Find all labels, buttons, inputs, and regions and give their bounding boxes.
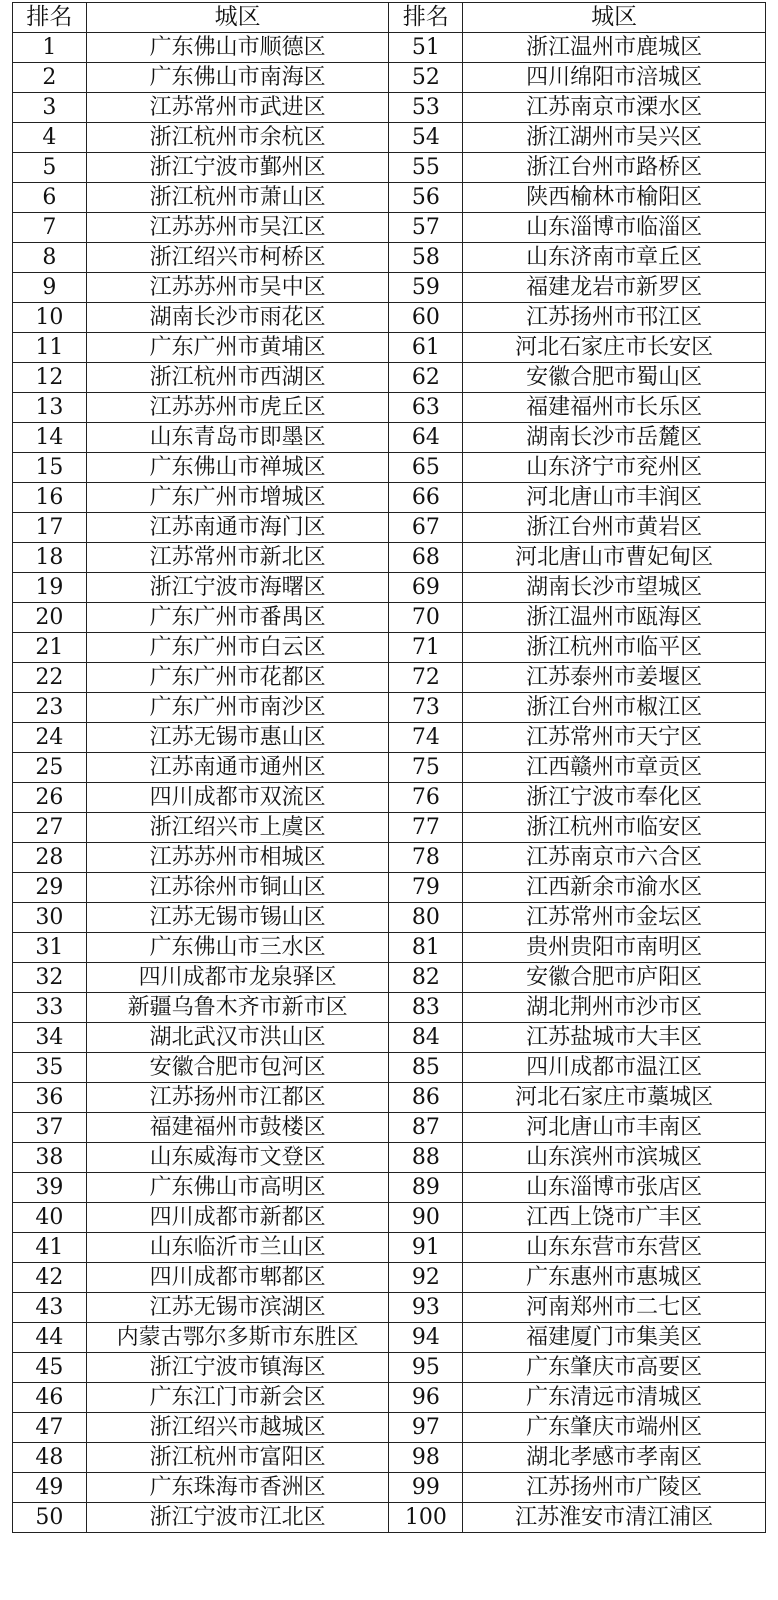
- rank-right-cell: 93: [389, 1293, 463, 1323]
- district-right-cell: 浙江杭州市临安区: [463, 813, 766, 843]
- rank-right-cell: 83: [389, 993, 463, 1023]
- district-left-cell: 广东佛山市南海区: [86, 63, 389, 93]
- district-right-cell: 浙江台州市路桥区: [463, 153, 766, 183]
- rank-left-cell: 9: [13, 273, 87, 303]
- rank-left-cell: 16: [13, 483, 87, 513]
- rank-right-cell: 58: [389, 243, 463, 273]
- district-left-cell: 广东广州市南沙区: [86, 693, 389, 723]
- rank-left-cell: 20: [13, 603, 87, 633]
- table-row: [13, 573, 766, 603]
- district-left-cell: 浙江绍兴市柯桥区: [86, 243, 389, 273]
- rank-left-cell: 35: [13, 1053, 87, 1083]
- rank-left-cell: 12: [13, 363, 87, 393]
- district-left-cell: 浙江杭州市西湖区: [86, 363, 389, 393]
- district-right-cell: 山东济南市章丘区: [463, 243, 766, 273]
- rank-left-cell: 5: [13, 153, 87, 183]
- district-right-cell: 山东淄博市张店区: [463, 1173, 766, 1203]
- district-left-cell: 江苏无锡市锡山区: [86, 903, 389, 933]
- district-right-cell: 江西赣州市章贡区: [463, 753, 766, 783]
- table-row: [13, 1503, 766, 1533]
- table-row: [13, 843, 766, 873]
- district-right-cell: 江西上饶市广丰区: [463, 1203, 766, 1233]
- district-left-cell: 浙江宁波市鄞州区: [86, 153, 389, 183]
- district-left-cell: 广东佛山市顺德区: [86, 33, 389, 63]
- district-right-cell: 河北唐山市丰润区: [463, 483, 766, 513]
- table-row: [13, 1413, 766, 1443]
- rank-left-cell: 8: [13, 243, 87, 273]
- table-row: [13, 153, 766, 183]
- table-row: [13, 453, 766, 483]
- table-header-row: [13, 3, 766, 33]
- rank-left-cell: 17: [13, 513, 87, 543]
- district-right-cell: 福建福州市长乐区: [463, 393, 766, 423]
- district-right-cell: 河北石家庄市长安区: [463, 333, 766, 363]
- rank-right-cell: 99: [389, 1473, 463, 1503]
- rank-right-cell: 66: [389, 483, 463, 513]
- table-row: [13, 1233, 766, 1263]
- district-right-cell: 河北唐山市曹妃甸区: [463, 543, 766, 573]
- rank-right-cell: 69: [389, 573, 463, 603]
- district-left-cell: 江苏苏州市相城区: [86, 843, 389, 873]
- rank-left-cell: 41: [13, 1233, 87, 1263]
- district-left-cell: 福建福州市鼓楼区: [86, 1113, 389, 1143]
- table-row: [13, 753, 766, 783]
- district-left-cell: 江苏无锡市滨湖区: [86, 1293, 389, 1323]
- district-right-cell: 安徽合肥市庐阳区: [463, 963, 766, 993]
- district-left-cell: 山东威海市文登区: [86, 1143, 389, 1173]
- rank-right-cell: 73: [389, 693, 463, 723]
- table-row: [13, 33, 766, 63]
- district-left-cell: 江苏苏州市吴江区: [86, 213, 389, 243]
- district-left-cell: 广东佛山市禅城区: [86, 453, 389, 483]
- table-row: [13, 1293, 766, 1323]
- district-right-cell: 山东滨州市滨城区: [463, 1143, 766, 1173]
- table-row: [13, 1053, 766, 1083]
- table-row: [13, 1083, 766, 1113]
- district-right-cell: 陕西榆林市榆阳区: [463, 183, 766, 213]
- table-row: [13, 543, 766, 573]
- table-row: [13, 1143, 766, 1173]
- district-left-cell: 四川成都市新都区: [86, 1203, 389, 1233]
- district-left-cell: 广东佛山市高明区: [86, 1173, 389, 1203]
- rank-right-cell: 55: [389, 153, 463, 183]
- district-left-cell: 浙江杭州市富阳区: [86, 1443, 389, 1473]
- district-right-cell: 四川成都市温江区: [463, 1053, 766, 1083]
- table-row: [13, 363, 766, 393]
- district-right-cell: 广东肇庆市端州区: [463, 1413, 766, 1443]
- district-right-cell: 河北石家庄市藁城区: [463, 1083, 766, 1113]
- rank-left-cell: 27: [13, 813, 87, 843]
- district-right-cell: 浙江台州市黄岩区: [463, 513, 766, 543]
- rank-left-cell: 1: [13, 33, 87, 63]
- district-right-cell: 广东肇庆市高要区: [463, 1353, 766, 1383]
- rank-left-cell: 19: [13, 573, 87, 603]
- header-district-right: 城区: [463, 3, 766, 33]
- district-left-cell: 浙江杭州市余杭区: [86, 123, 389, 153]
- rank-right-cell: 81: [389, 933, 463, 963]
- rank-left-cell: 22: [13, 663, 87, 693]
- table-row: [13, 1173, 766, 1203]
- rank-right-cell: 97: [389, 1413, 463, 1443]
- rank-right-cell: 95: [389, 1353, 463, 1383]
- district-right-cell: 浙江台州市椒江区: [463, 693, 766, 723]
- rank-right-cell: 100: [389, 1503, 463, 1533]
- district-left-cell: 广东广州市花都区: [86, 663, 389, 693]
- district-right-cell: 浙江温州市鹿城区: [463, 33, 766, 63]
- rank-right-cell: 85: [389, 1053, 463, 1083]
- district-right-cell: 江苏南京市六合区: [463, 843, 766, 873]
- rank-right-cell: 72: [389, 663, 463, 693]
- district-left-cell: 内蒙古鄂尔多斯市东胜区: [86, 1323, 389, 1353]
- rank-right-cell: 91: [389, 1233, 463, 1263]
- district-right-cell: 福建厦门市集美区: [463, 1323, 766, 1353]
- district-left-cell: 浙江杭州市萧山区: [86, 183, 389, 213]
- district-left-cell: 江苏南通市通州区: [86, 753, 389, 783]
- rank-right-cell: 84: [389, 1023, 463, 1053]
- rank-left-cell: 40: [13, 1203, 87, 1233]
- rank-right-cell: 54: [389, 123, 463, 153]
- table-row: [13, 963, 766, 993]
- table-row: [13, 1353, 766, 1383]
- district-left-cell: 浙江宁波市镇海区: [86, 1353, 389, 1383]
- table-row: [13, 903, 766, 933]
- district-left-cell: 浙江宁波市海曙区: [86, 573, 389, 603]
- district-left-cell: 四川成都市龙泉驿区: [86, 963, 389, 993]
- table-row: [13, 243, 766, 273]
- district-right-cell: 湖南长沙市望城区: [463, 573, 766, 603]
- rank-left-cell: 33: [13, 993, 87, 1023]
- rank-left-cell: 15: [13, 453, 87, 483]
- rank-left-cell: 18: [13, 543, 87, 573]
- rank-left-cell: 26: [13, 783, 87, 813]
- rank-left-cell: 13: [13, 393, 87, 423]
- table-row: [13, 1023, 766, 1053]
- rank-right-cell: 59: [389, 273, 463, 303]
- table-row: [13, 1473, 766, 1503]
- table-body: [13, 33, 766, 1533]
- rank-right-cell: 79: [389, 873, 463, 903]
- table-row: [13, 813, 766, 843]
- district-left-cell: 浙江绍兴市上虞区: [86, 813, 389, 843]
- rank-right-cell: 57: [389, 213, 463, 243]
- rank-right-cell: 76: [389, 783, 463, 813]
- rank-left-cell: 36: [13, 1083, 87, 1113]
- rank-left-cell: 37: [13, 1113, 87, 1143]
- district-left-cell: 广东广州市黄埔区: [86, 333, 389, 363]
- rank-right-cell: 51: [389, 33, 463, 63]
- district-left-cell: 江苏南通市海门区: [86, 513, 389, 543]
- district-left-cell: 江苏扬州市江都区: [86, 1083, 389, 1113]
- district-left-cell: 江苏苏州市吴中区: [86, 273, 389, 303]
- rank-left-cell: 25: [13, 753, 87, 783]
- rank-right-cell: 53: [389, 93, 463, 123]
- district-left-cell: 江苏常州市新北区: [86, 543, 389, 573]
- district-right-cell: 贵州贵阳市南明区: [463, 933, 766, 963]
- table-row: [13, 1443, 766, 1473]
- rank-left-cell: 3: [13, 93, 87, 123]
- district-left-cell: 江苏常州市武进区: [86, 93, 389, 123]
- rank-left-cell: 48: [13, 1443, 87, 1473]
- district-left-cell: 广东广州市番禺区: [86, 603, 389, 633]
- rank-right-cell: 90: [389, 1203, 463, 1233]
- rank-left-cell: 46: [13, 1383, 87, 1413]
- rank-left-cell: 49: [13, 1473, 87, 1503]
- district-right-cell: 江苏扬州市邗江区: [463, 303, 766, 333]
- rank-right-cell: 87: [389, 1113, 463, 1143]
- district-right-cell: 广东清远市清城区: [463, 1383, 766, 1413]
- rank-left-cell: 45: [13, 1353, 87, 1383]
- table-row: [13, 303, 766, 333]
- district-left-cell: 山东青岛市即墨区: [86, 423, 389, 453]
- table-row: [13, 1383, 766, 1413]
- rank-right-cell: 80: [389, 903, 463, 933]
- district-left-cell: 四川成都市郫都区: [86, 1263, 389, 1293]
- table-row: [13, 483, 766, 513]
- district-right-cell: 安徽合肥市蜀山区: [463, 363, 766, 393]
- district-right-cell: 江苏常州市天宁区: [463, 723, 766, 753]
- table-row: [13, 783, 766, 813]
- rank-left-cell: 32: [13, 963, 87, 993]
- rank-right-cell: 61: [389, 333, 463, 363]
- table-row: [13, 1323, 766, 1353]
- district-left-cell: 江苏无锡市惠山区: [86, 723, 389, 753]
- rank-left-cell: 21: [13, 633, 87, 663]
- district-right-cell: 江苏盐城市大丰区: [463, 1023, 766, 1053]
- rank-right-cell: 65: [389, 453, 463, 483]
- table-row: [13, 873, 766, 903]
- table-row: [13, 633, 766, 663]
- rank-right-cell: 82: [389, 963, 463, 993]
- district-right-cell: 浙江宁波市奉化区: [463, 783, 766, 813]
- rank-left-cell: 23: [13, 693, 87, 723]
- district-right-cell: 浙江温州市瓯海区: [463, 603, 766, 633]
- district-left-cell: 江苏徐州市铜山区: [86, 873, 389, 903]
- district-left-cell: 湖北武汉市洪山区: [86, 1023, 389, 1053]
- table-row: [13, 1203, 766, 1233]
- district-left-cell: 浙江绍兴市越城区: [86, 1413, 389, 1443]
- district-left-cell: 广东广州市增城区: [86, 483, 389, 513]
- rank-right-cell: 86: [389, 1083, 463, 1113]
- rank-left-cell: 38: [13, 1143, 87, 1173]
- district-right-cell: 福建龙岩市新罗区: [463, 273, 766, 303]
- district-right-cell: 四川绵阳市涪城区: [463, 63, 766, 93]
- rank-right-cell: 70: [389, 603, 463, 633]
- rank-left-cell: 50: [13, 1503, 87, 1533]
- table-row: [13, 423, 766, 453]
- table-row: [13, 123, 766, 153]
- rank-left-cell: 4: [13, 123, 87, 153]
- rank-left-cell: 43: [13, 1293, 87, 1323]
- rank-right-cell: 74: [389, 723, 463, 753]
- rank-right-cell: 98: [389, 1443, 463, 1473]
- header-rank-right: 排名: [389, 3, 463, 33]
- district-right-cell: 江苏常州市金坛区: [463, 903, 766, 933]
- district-right-cell: 江苏淮安市清江浦区: [463, 1503, 766, 1533]
- district-right-cell: 河南郑州市二七区: [463, 1293, 766, 1323]
- district-left-cell: 江苏苏州市虎丘区: [86, 393, 389, 423]
- rank-right-cell: 75: [389, 753, 463, 783]
- table-row: [13, 273, 766, 303]
- district-right-cell: 湖北荆州市沙市区: [463, 993, 766, 1023]
- rank-left-cell: 42: [13, 1263, 87, 1293]
- district-left-cell: 安徽合肥市包河区: [86, 1053, 389, 1083]
- table-row: [13, 393, 766, 423]
- table-row: [13, 693, 766, 723]
- header-district-left: 城区: [86, 3, 389, 33]
- rank-right-cell: 89: [389, 1173, 463, 1203]
- rank-left-cell: 34: [13, 1023, 87, 1053]
- table-row: [13, 183, 766, 213]
- district-right-cell: 江苏扬州市广陵区: [463, 1473, 766, 1503]
- district-right-cell: 江苏泰州市姜堰区: [463, 663, 766, 693]
- district-left-cell: 广东广州市白云区: [86, 633, 389, 663]
- district-left-cell: 四川成都市双流区: [86, 783, 389, 813]
- district-right-cell: 广东惠州市惠城区: [463, 1263, 766, 1293]
- district-left-cell: 新疆乌鲁木齐市新市区: [86, 993, 389, 1023]
- rank-right-cell: 71: [389, 633, 463, 663]
- district-right-cell: 浙江杭州市临平区: [463, 633, 766, 663]
- rank-right-cell: 62: [389, 363, 463, 393]
- district-right-cell: 江苏南京市溧水区: [463, 93, 766, 123]
- rank-left-cell: 6: [13, 183, 87, 213]
- ranking-table: [12, 2, 766, 1533]
- district-left-cell: 广东佛山市三水区: [86, 933, 389, 963]
- district-left-cell: 山东临沂市兰山区: [86, 1233, 389, 1263]
- district-left-cell: 广东珠海市香洲区: [86, 1473, 389, 1503]
- rank-left-cell: 47: [13, 1413, 87, 1443]
- table-row: [13, 93, 766, 123]
- rank-right-cell: 78: [389, 843, 463, 873]
- rank-left-cell: 30: [13, 903, 87, 933]
- rank-right-cell: 56: [389, 183, 463, 213]
- rank-right-cell: 88: [389, 1143, 463, 1173]
- district-right-cell: 山东济宁市兖州区: [463, 453, 766, 483]
- district-right-cell: 湖北孝感市孝南区: [463, 1443, 766, 1473]
- rank-left-cell: 28: [13, 843, 87, 873]
- district-right-cell: 江西新余市渝水区: [463, 873, 766, 903]
- rank-left-cell: 31: [13, 933, 87, 963]
- rank-left-cell: 44: [13, 1323, 87, 1353]
- table-row: [13, 933, 766, 963]
- district-right-cell: 浙江湖州市吴兴区: [463, 123, 766, 153]
- table-row: [13, 213, 766, 243]
- rank-left-cell: 2: [13, 63, 87, 93]
- table-row: [13, 663, 766, 693]
- rank-right-cell: 63: [389, 393, 463, 423]
- table-row: [13, 1263, 766, 1293]
- rank-right-cell: 68: [389, 543, 463, 573]
- rank-right-cell: 92: [389, 1263, 463, 1293]
- table-row: [13, 63, 766, 93]
- rank-left-cell: 10: [13, 303, 87, 333]
- rank-left-cell: 11: [13, 333, 87, 363]
- district-right-cell: 湖南长沙市岳麓区: [463, 423, 766, 453]
- rank-right-cell: 94: [389, 1323, 463, 1353]
- table-row: [13, 603, 766, 633]
- table-row: [13, 1113, 766, 1143]
- table-row: [13, 513, 766, 543]
- district-right-cell: 山东东营市东营区: [463, 1233, 766, 1263]
- rank-right-cell: 64: [389, 423, 463, 453]
- rank-left-cell: 14: [13, 423, 87, 453]
- district-left-cell: 湖南长沙市雨花区: [86, 303, 389, 333]
- header-rank-left: 排名: [13, 3, 87, 33]
- district-right-cell: 山东淄博市临淄区: [463, 213, 766, 243]
- rank-right-cell: 67: [389, 513, 463, 543]
- district-left-cell: 浙江宁波市江北区: [86, 1503, 389, 1533]
- table-row: [13, 993, 766, 1023]
- rank-left-cell: 29: [13, 873, 87, 903]
- table-row: [13, 723, 766, 753]
- district-right-cell: 河北唐山市丰南区: [463, 1113, 766, 1143]
- rank-left-cell: 7: [13, 213, 87, 243]
- district-left-cell: 广东江门市新会区: [86, 1383, 389, 1413]
- rank-right-cell: 60: [389, 303, 463, 333]
- rank-right-cell: 77: [389, 813, 463, 843]
- rank-left-cell: 24: [13, 723, 87, 753]
- rank-right-cell: 96: [389, 1383, 463, 1413]
- rank-left-cell: 39: [13, 1173, 87, 1203]
- rank-right-cell: 52: [389, 63, 463, 93]
- table-row: [13, 333, 766, 363]
